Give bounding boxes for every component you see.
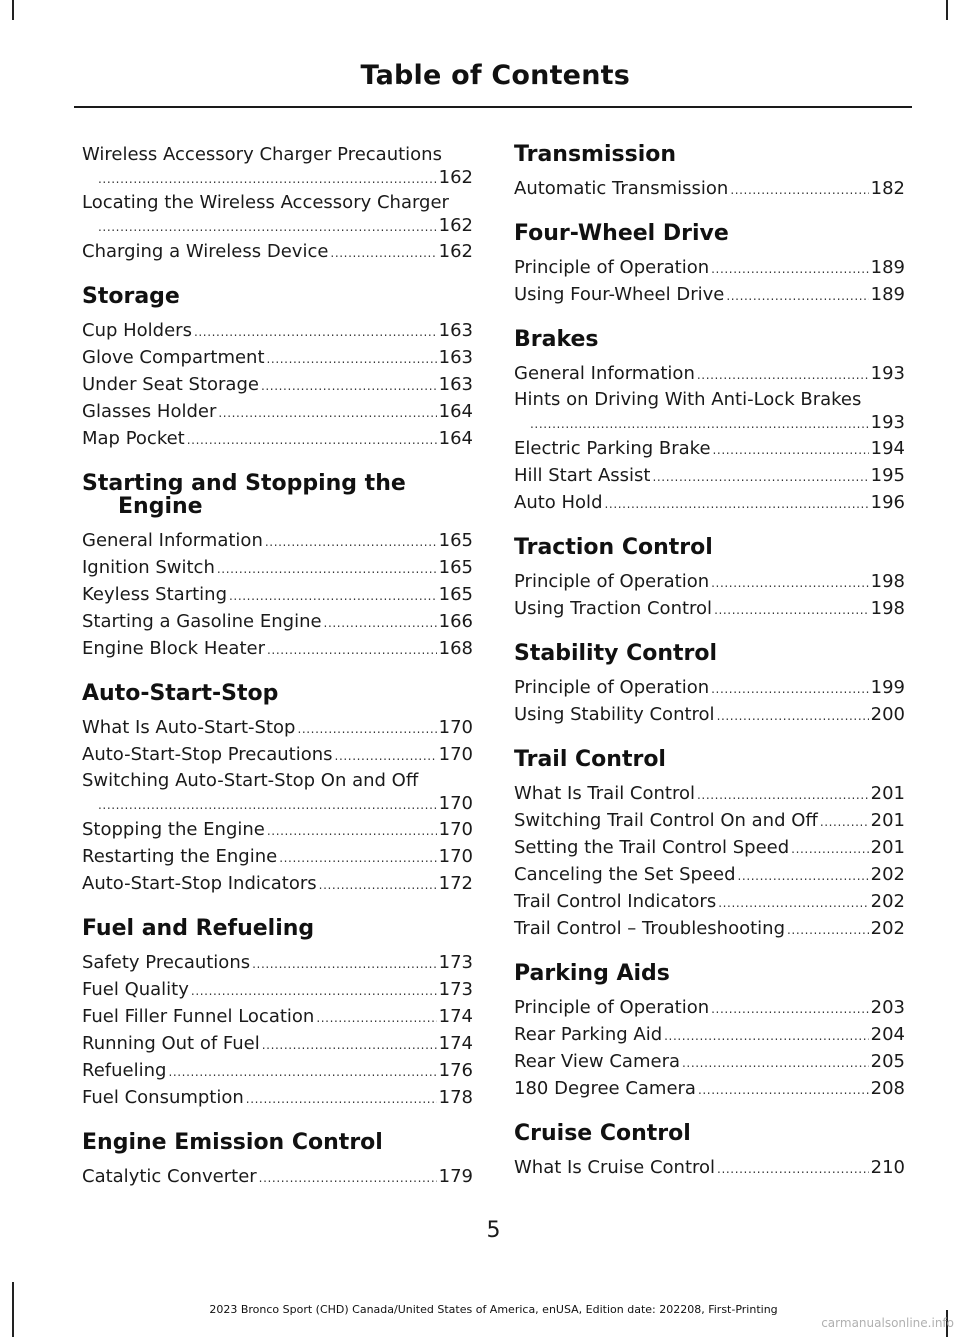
toc-entry-page: 165	[438, 557, 473, 578]
toc-entry-title: Starting a Gasoline Engine	[82, 611, 322, 632]
toc-entry-link[interactable]	[82, 636, 473, 663]
toc-section	[82, 682, 473, 898]
toc-entry-title: Engine Block Heater	[82, 638, 265, 659]
toc-entry-title: Fuel Filler Funnel Location	[82, 1006, 315, 1027]
toc-entry-page: 164	[438, 401, 473, 422]
dot-leader	[605, 490, 869, 517]
toc-section	[514, 962, 905, 1103]
dot-leader	[711, 569, 869, 596]
dot-leader	[711, 995, 869, 1022]
toc-entry-page: 205	[870, 1051, 905, 1072]
dot-leader	[726, 282, 868, 309]
toc-entry-page: 172	[438, 873, 473, 894]
toc-entry-link[interactable]	[82, 817, 473, 844]
dot-leader	[717, 1155, 869, 1182]
toc-entry-link[interactable]	[514, 781, 905, 808]
toc-entry-page: 198	[870, 598, 905, 619]
toc-entry-title: Principle of Operation	[514, 997, 710, 1018]
toc-entry-page: 168	[438, 638, 473, 659]
toc-entry-title: Glove Compartment	[82, 347, 265, 368]
toc-entry-title: Fuel Quality	[82, 979, 189, 1000]
dot-leader	[187, 426, 437, 453]
dot-leader	[267, 817, 437, 844]
toc-entry-title: Auto-Start-Stop Indicators	[82, 873, 317, 894]
section-heading-text: Brakes	[514, 327, 599, 352]
dot-leader	[713, 436, 869, 463]
section-heading	[514, 962, 905, 985]
toc-entry-link[interactable]	[514, 388, 905, 436]
section-heading-text-cont: Engine	[118, 494, 203, 519]
section-heading-text: Auto-Start-Stop	[82, 681, 279, 706]
toc-entry-title: Charging a Wireless Device	[82, 241, 329, 262]
page-number: 5	[486, 1218, 501, 1243]
toc-entry-title: Map Pocket	[82, 428, 185, 449]
toc-entry-title: Using Four-Wheel Drive	[514, 284, 725, 305]
dot-leader	[246, 1085, 437, 1112]
toc-entry-link[interactable]	[82, 143, 473, 191]
dot-leader	[297, 715, 436, 742]
toc-entry-page: 189	[870, 257, 905, 278]
toc-entry-link[interactable]	[514, 702, 905, 729]
toc-entry-page: 179	[438, 1166, 473, 1187]
toc-entry-page: 163	[438, 347, 473, 368]
toc-entry-title: Rear View Camera	[514, 1051, 680, 1072]
dot-leader	[697, 361, 869, 388]
toc-entry-title: Auto-Start-Stop Precautions	[82, 744, 333, 765]
section-heading-text: Fuel and Refueling	[82, 916, 315, 941]
toc-entry-page: 196	[870, 492, 905, 513]
toc-entry-page: 195	[870, 465, 905, 486]
section-heading	[514, 1122, 905, 1145]
toc-entry-page: 176	[438, 1060, 473, 1081]
toc-entry-link[interactable]	[82, 977, 473, 1004]
toc-entry-link[interactable]	[514, 1076, 905, 1103]
toc-entry-link[interactable]	[82, 372, 473, 399]
toc-entry-title: Under Seat Storage	[82, 374, 259, 395]
page-title: Table of Contents	[360, 60, 630, 91]
toc-entry-page: 182	[870, 178, 905, 199]
toc-entry-title: Stopping the Engine	[82, 819, 265, 840]
dot-leader	[168, 1058, 436, 1085]
section-heading	[82, 285, 473, 308]
toc-entry-page: 162	[438, 215, 473, 236]
dot-leader	[217, 555, 437, 582]
toc-entry-page: 204	[870, 1024, 905, 1045]
dot-leader	[191, 977, 437, 1004]
dot-leader	[98, 214, 437, 239]
toc-entry-link[interactable]	[514, 995, 905, 1022]
toc-entry-page: 200	[870, 704, 905, 725]
dot-leader	[530, 411, 869, 436]
toc-entry-link[interactable]	[82, 950, 473, 977]
toc-entry-page: 164	[438, 428, 473, 449]
dot-leader	[697, 781, 869, 808]
dot-leader	[787, 916, 869, 943]
toc-entry-link[interactable]	[82, 239, 473, 266]
toc-entry-page: 173	[438, 952, 473, 973]
dot-leader	[259, 1164, 437, 1191]
header-rule	[74, 106, 912, 108]
dot-leader	[324, 609, 437, 636]
toc-entry-title: Electric Parking Brake	[514, 438, 711, 459]
toc-entry-title: Auto Hold	[514, 492, 603, 513]
dot-leader	[330, 239, 436, 266]
toc-entry-page: 198	[870, 571, 905, 592]
toc-entry-link[interactable]	[514, 862, 905, 889]
toc-entry-title: Setting the Trail Control Speed	[514, 837, 790, 858]
section-heading-text: Engine Emission Control	[82, 1130, 383, 1155]
toc-entry-link[interactable]	[514, 463, 905, 490]
toc-right-column	[514, 143, 905, 1182]
section-heading	[82, 1131, 473, 1154]
toc-entry-page: 201	[870, 810, 905, 831]
toc-entry-page: 208	[870, 1078, 905, 1099]
toc-entry-leader-line	[514, 411, 905, 436]
toc-entry-link[interactable]	[82, 871, 473, 898]
section-heading-text: Cruise Control	[514, 1121, 691, 1146]
toc-entry-page: 162	[438, 241, 473, 262]
toc-entry-link[interactable]	[514, 176, 905, 203]
toc-entry-link[interactable]	[514, 1155, 905, 1182]
toc-entry-link[interactable]	[82, 345, 473, 372]
toc-entry-page: 166	[438, 611, 473, 632]
toc-entry-title: What Is Trail Control	[514, 783, 695, 804]
toc-entry-title: Principle of Operation	[514, 571, 710, 592]
toc-entry-title: Hill Start Assist	[514, 465, 651, 486]
toc-entry-title: Glasses Holder	[82, 401, 217, 422]
section-heading	[514, 748, 905, 771]
toc-entry-title: 180 Degree Camera	[514, 1078, 696, 1099]
toc-entry-link[interactable]	[82, 555, 473, 582]
toc-entry-link[interactable]	[82, 1058, 473, 1085]
section-heading	[514, 222, 905, 245]
toc-entry-page: 174	[438, 1006, 473, 1027]
toc-entry-link[interactable]	[514, 1049, 905, 1076]
toc-entry-title: Restarting the Engine	[82, 846, 278, 867]
toc-entry-page: 193	[870, 412, 905, 433]
dot-leader	[711, 675, 869, 702]
toc-entry-link[interactable]	[82, 399, 473, 426]
dot-leader	[791, 835, 868, 862]
dot-leader	[714, 596, 869, 623]
toc-entry-title: Running Out of Fuel	[82, 1033, 260, 1054]
dot-leader	[319, 871, 437, 898]
section-heading-text: Transmission	[514, 142, 677, 167]
section-heading-text: Parking Aids	[514, 961, 670, 986]
toc-entry-page: 210	[870, 1157, 905, 1178]
toc-entry-title: Ignition Switch	[82, 557, 215, 578]
dot-leader	[730, 176, 868, 203]
section-heading	[82, 472, 473, 518]
toc-entry-link[interactable]	[514, 596, 905, 623]
toc-entry-page: 201	[870, 837, 905, 858]
toc-entry-link[interactable]	[514, 1022, 905, 1049]
section-heading	[82, 682, 473, 705]
toc-section	[514, 1122, 905, 1182]
toc-entry-title: Canceling the Set Speed	[514, 864, 736, 885]
toc-section	[514, 143, 905, 203]
toc-section	[514, 536, 905, 623]
toc-entry-leader-line	[82, 792, 473, 817]
section-heading	[82, 917, 473, 940]
toc-entry-title: Locating the Wireless Accessory Charger	[82, 192, 449, 213]
toc-entry-page: 170	[438, 717, 473, 738]
toc-entry-leader-line	[82, 214, 473, 239]
toc-entry-link[interactable]	[82, 426, 473, 453]
toc-entry-page: 170	[438, 744, 473, 765]
dot-leader	[265, 528, 437, 555]
toc-entry-link[interactable]	[82, 844, 473, 871]
toc-entry-page: 170	[438, 793, 473, 814]
dot-leader	[279, 844, 436, 871]
dot-leader	[664, 1022, 869, 1049]
dot-leader	[698, 1076, 869, 1103]
toc-entry-title: Principle of Operation	[514, 257, 710, 278]
dot-leader	[261, 372, 437, 399]
toc-entry-title: Trail Control Indicators	[514, 891, 717, 912]
toc-section	[82, 1131, 473, 1191]
toc-entry-link[interactable]	[514, 436, 905, 463]
toc-entry-title: Automatic Transmission	[514, 178, 729, 199]
toc-entry-title: Switching Trail Control On and Off	[514, 810, 818, 831]
toc-entry-title: What Is Cruise Control	[514, 1157, 716, 1178]
toc-entry-page: 193	[870, 363, 905, 384]
dot-leader	[229, 582, 437, 609]
section-heading-text: Four-Wheel Drive	[514, 221, 729, 246]
toc-entry-page: 173	[438, 979, 473, 1000]
toc-entry-link[interactable]	[514, 569, 905, 596]
toc-entry-title: Rear Parking Aid	[514, 1024, 663, 1045]
dot-leader	[316, 1004, 436, 1031]
toc-entry-title: Hints on Driving With Anti-Lock Brakes	[514, 389, 862, 410]
toc-entry-page: 163	[438, 320, 473, 341]
toc-entry-title: Refueling	[82, 1060, 167, 1081]
toc-entry-page: 202	[870, 918, 905, 939]
toc-entry-page: 163	[438, 374, 473, 395]
dot-leader	[682, 1049, 869, 1076]
dot-leader	[820, 808, 869, 835]
toc-section	[82, 917, 473, 1112]
toc-entry-title: Cup Holders	[82, 320, 192, 341]
dot-leader	[711, 255, 869, 282]
toc-entry-link[interactable]	[82, 191, 473, 239]
toc-entry-link[interactable]	[514, 255, 905, 282]
dot-leader	[267, 636, 437, 663]
toc-entry-link[interactable]	[82, 582, 473, 609]
toc-entry-link[interactable]	[82, 769, 473, 817]
toc-left-column	[82, 143, 473, 1191]
toc-entry-link[interactable]	[514, 889, 905, 916]
toc-entry-link[interactable]	[82, 742, 473, 769]
toc-entry-page: 170	[438, 846, 473, 867]
section-heading-text: Traction Control	[514, 535, 713, 560]
section-heading	[514, 328, 905, 351]
toc-entry-title: Switching Auto-Start-Stop On and Off	[82, 770, 419, 791]
toc-entry-title: What Is Auto-Start-Stop	[82, 717, 296, 738]
toc-entry-page: 162	[438, 167, 473, 188]
toc-entry-page: 174	[438, 1033, 473, 1054]
toc-section	[514, 748, 905, 943]
toc-entry-page: 194	[870, 438, 905, 459]
toc-entry-link[interactable]	[82, 1031, 473, 1058]
watermark: carmanualsonline.info	[821, 1316, 954, 1330]
dot-leader	[252, 950, 437, 977]
toc-entry-link[interactable]	[514, 675, 905, 702]
section-heading	[514, 642, 905, 665]
toc-entry-title: General Information	[514, 363, 695, 384]
toc-entry-link[interactable]	[514, 282, 905, 309]
toc-entry-page: 202	[870, 891, 905, 912]
toc-entry-page: 189	[870, 284, 905, 305]
toc-entry-page: 201	[870, 783, 905, 804]
dot-leader	[98, 166, 437, 191]
toc-entry-link[interactable]	[82, 715, 473, 742]
toc-entry-link[interactable]	[82, 1004, 473, 1031]
toc-entry-page: 202	[870, 864, 905, 885]
dot-leader	[717, 702, 869, 729]
toc-entry-title: Catalytic Converter	[82, 1166, 257, 1187]
toc-entry-link[interactable]	[82, 609, 473, 636]
crop-mark-top-right	[946, 0, 948, 20]
dot-leader	[262, 1031, 437, 1058]
toc-entry-leader-line	[82, 166, 473, 191]
toc-entry-page: 170	[438, 819, 473, 840]
toc-entry-link[interactable]	[514, 808, 905, 835]
toc-entry-title: Safety Precautions	[82, 952, 251, 973]
dot-leader	[98, 792, 437, 817]
footer-edition-text: 2023 Bronco Sport (CHD) Canada/United States of America, enUSA, Edition date: 202208, First-Printing	[209, 1303, 778, 1316]
toc-entry-title: Principle of Operation	[514, 677, 710, 698]
section-heading-text: Storage	[82, 284, 180, 309]
toc-entry-title: Keyless Starting	[82, 584, 227, 605]
toc-entry-title: General Information	[82, 530, 263, 551]
section-heading-text: Trail Control	[514, 747, 666, 772]
toc-section	[514, 328, 905, 517]
toc-section	[82, 143, 473, 266]
toc-entry-link[interactable]	[514, 361, 905, 388]
dot-leader	[218, 399, 436, 426]
dot-leader	[267, 345, 437, 372]
toc-entry-title: Wireless Accessory Charger Precautions	[82, 144, 442, 165]
section-heading	[514, 536, 905, 559]
toc-entry-title: Using Stability Control	[514, 704, 715, 725]
dot-leader	[738, 862, 869, 889]
toc-entry-title: Fuel Consumption	[82, 1087, 244, 1108]
dot-leader	[652, 463, 868, 490]
toc-entry-title: Trail Control – Troubleshooting	[514, 918, 785, 939]
section-heading-text: Stability Control	[514, 641, 718, 666]
toc-entry-link[interactable]	[82, 1085, 473, 1112]
toc-entry-page: 165	[438, 530, 473, 551]
toc-entry-page: 165	[438, 584, 473, 605]
dot-leader	[335, 742, 437, 769]
toc-section	[514, 642, 905, 729]
toc-entry-link[interactable]	[82, 528, 473, 555]
toc-entry-link[interactable]	[514, 490, 905, 517]
dot-leader	[718, 889, 868, 916]
section-heading-text: Starting and Stopping the	[82, 471, 406, 496]
toc-entry-page: 199	[870, 677, 905, 698]
toc-section	[82, 285, 473, 453]
toc-entry-title: Using Traction Control	[514, 598, 713, 619]
dot-leader	[194, 318, 437, 345]
toc-entry-link[interactable]	[514, 916, 905, 943]
toc-entry-page: 203	[870, 997, 905, 1018]
toc-entry-page: 178	[438, 1087, 473, 1108]
toc-entry-link[interactable]	[514, 835, 905, 862]
toc-section	[514, 222, 905, 309]
toc-section	[82, 472, 473, 663]
toc-entry-link[interactable]	[82, 318, 473, 345]
toc-entry-link[interactable]	[82, 1164, 473, 1191]
section-heading	[514, 143, 905, 166]
crop-mark-top-left	[12, 0, 14, 20]
